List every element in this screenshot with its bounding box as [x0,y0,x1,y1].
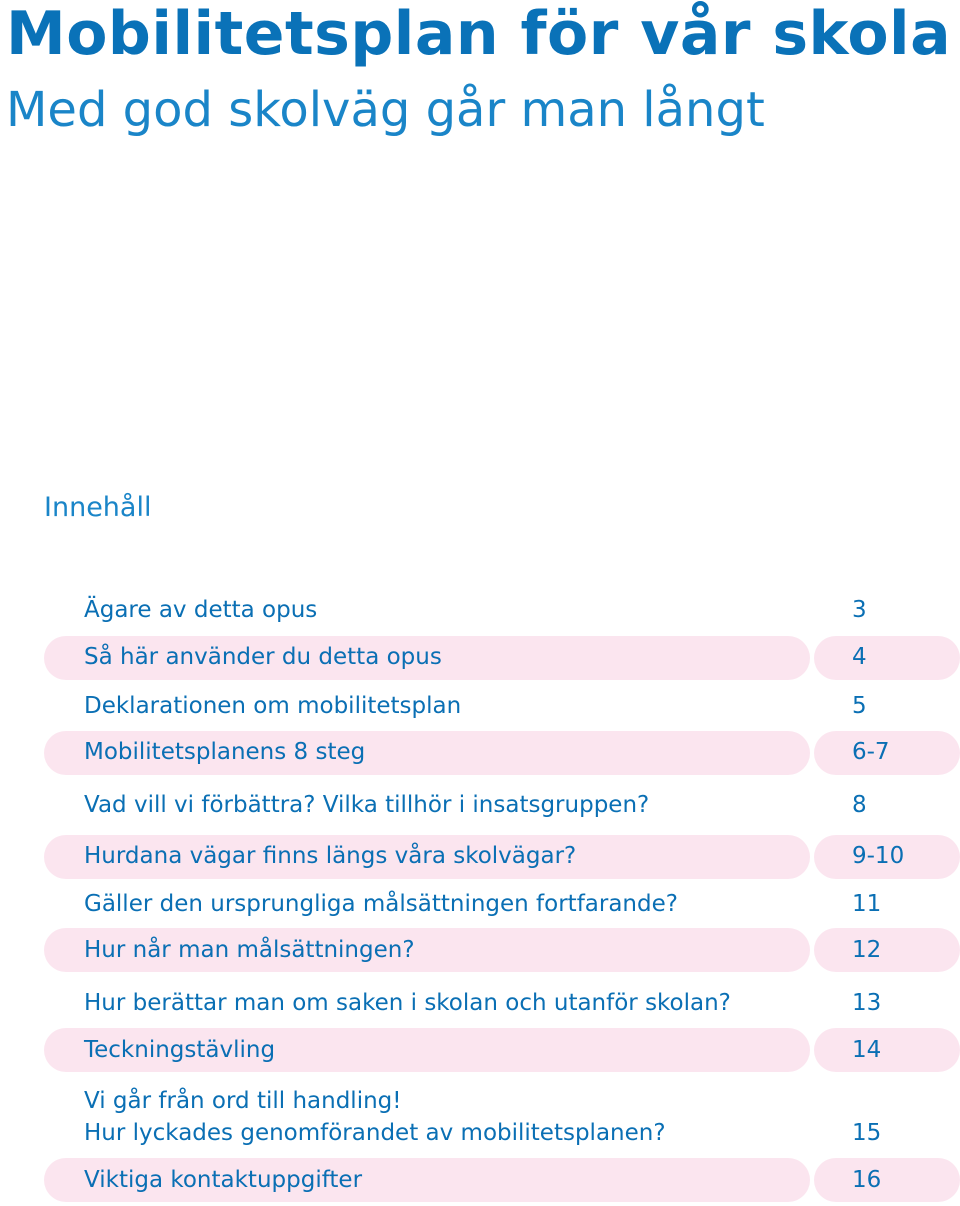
toc-entry-label: Vad vill vi förbättra? Vilka tillhör i insatsgruppen? [84,792,650,818]
toc-entry[interactable] [44,1082,960,1154]
document-title: Mobilitetsplan för vår skola [6,0,952,69]
toc-entry[interactable] [44,835,960,879]
toc-entry-page: 9-10 [852,843,905,869]
toc-entry-label: Deklarationen om mobilitetsplan [84,693,462,719]
toc-entry-page: 5 [852,693,867,719]
toc-entry-page: 15 [852,1120,882,1146]
toc-entry-label: Viktiga kontaktuppgifter [84,1167,363,1193]
toc-entry-page: 14 [852,1037,882,1063]
document-subtitle: Med god skolväg går man långt [6,82,765,138]
toc-entry-page: 13 [852,990,882,1016]
toc-entry[interactable] [44,785,960,829]
toc-entry-label-line1: Vi går från ord till handling! [84,1088,402,1114]
toc-entry-label: Hur når man målsättningen? [84,937,415,963]
toc-entry-label-line2: Hur lyckades genomförandet av mobilitetsplanen? [84,1120,666,1146]
toc-entry-page: 4 [852,644,867,670]
toc-entry-label: Teckningstävling [84,1037,276,1063]
toc-entry-page: 8 [852,792,867,818]
toc-entry-label: Mobilitetsplanens 8 steg [84,739,366,765]
toc-entry[interactable] [44,928,960,972]
toc-entry[interactable] [44,983,960,1027]
toc-entry-label: Hurdana vägar finns längs våra skolvägar? [84,843,577,869]
toc-entry-page: 6-7 [852,739,890,765]
toc-entry[interactable] [44,731,960,775]
toc-entry[interactable] [44,1158,960,1202]
toc-entry[interactable] [44,636,960,680]
toc-entry-page: 11 [852,891,882,917]
toc-entry[interactable] [44,884,960,928]
toc-entry-label: Ägare av detta opus [84,597,318,623]
toc-entry[interactable] [44,590,960,634]
toc-heading: Innehåll [44,492,152,523]
toc-entry[interactable] [44,686,960,730]
toc-entry-label: Så här använder du detta opus [84,644,442,670]
toc-entry-label: Hur berättar man om saken i skolan och utanför skolan? [84,990,731,1016]
toc-entry[interactable] [44,1028,960,1072]
toc-entry-page: 12 [852,937,882,963]
toc-entry-page: 3 [852,597,867,623]
toc-entry-label: Gäller den ursprungliga målsättningen fortfarande? [84,891,678,917]
toc-entry-page: 16 [852,1167,882,1193]
